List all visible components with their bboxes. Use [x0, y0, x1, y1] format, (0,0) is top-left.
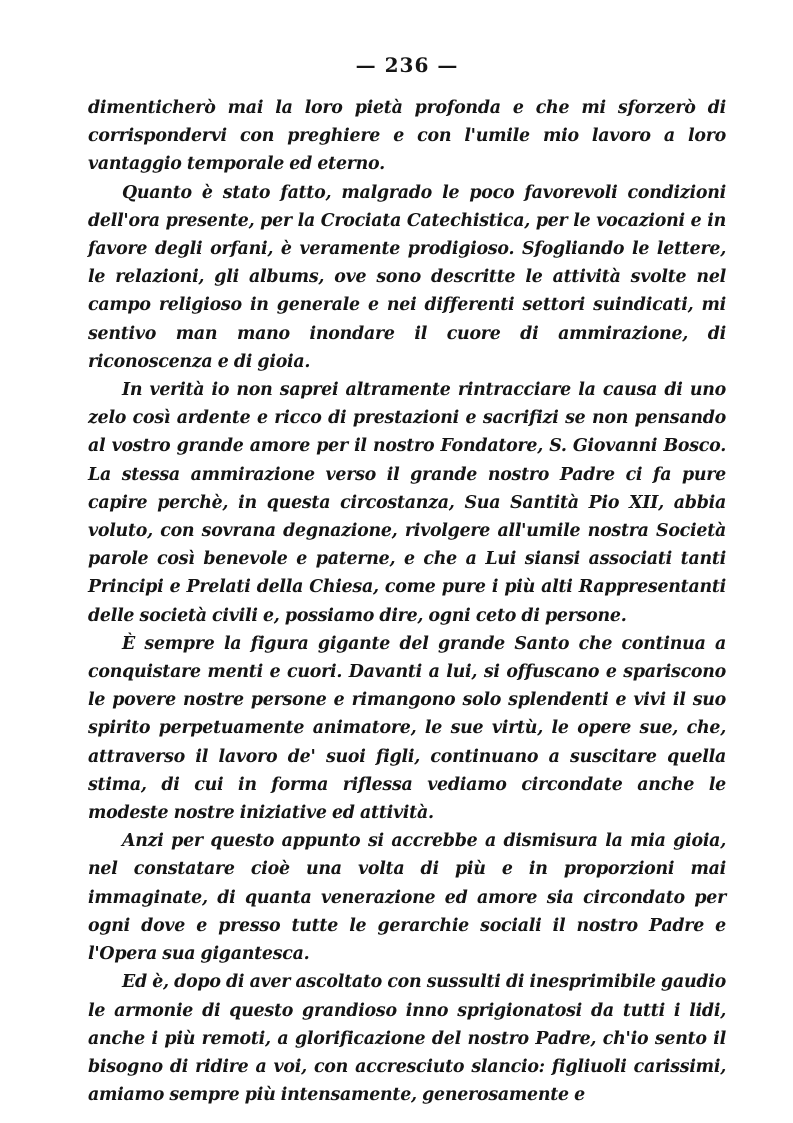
- paragraph-continuation: dimenticherò mai la loro pietà profonda e che mi sforzerò di corrispondervi con preghiere e con l'umile mio lavoro a loro vantaggio temporale ed eterno.: [88, 98, 726, 175]
- page-number: — 236 —: [355, 53, 459, 77]
- body-text: [88, 94, 726, 1109]
- paragraph: Ed è, dopo di aver ascoltato con sussulti di inesprimibile gaudio le armonie di questo grandioso inno sprigionatosi da tutti i lidi, anche i più remoti, a glorificazione del nostro Padre, ch'io sento il bisogno di ridire a voi, con accresciuto slancio: figliuoli carissimi, amiamo sempre più intensamente, generosamente e: [88, 972, 726, 1106]
- paragraph: È sempre la figura gigante del grande Santo che continua a conquistare menti e cuori. Davanti a lui, si offuscano e spariscono le povere nostre persone e rimangono solo splendenti e vivi il suo spirito perpetuamente animatore, le sue virtù, le opere sue, che, attraverso il lavoro de' suoi figli, continuano a suscitare quella stima, di cui in forma riflessa vediamo circondate anche le modeste nostre iniziative ed attività.: [88, 633, 726, 824]
- paragraph: Quanto è stato fatto, malgrado le poco favorevoli condizioni dell'ora presente, per la Crociata Catechistica, per le vocazioni e in favore degli orfani, è veramente prodigioso. Sfogliando le lettere, le relazioni, gli albums, ove sono descritte le attività svolte nel campo religioso in generale e nei differenti settori suindicati, mi sentivo man mano inondare il cuore di ammirazione, di riconoscenza e di gioia.: [88, 182, 726, 372]
- book-page: [88, 50, 726, 1109]
- paragraph: Anzi per questo appunto si accrebbe a dismisura la mia gioia, nel constatare cioè una volta di più e in proporzioni mai immaginate, di quanta venerazione ed amore sia circondato per ogni dove e presso tutte le gerarchie sociali il nostro Padre e l'Opera sua gigantesca.: [88, 831, 726, 965]
- paragraph: In verità io non saprei altramente rintracciare la causa di uno zelo così ardente e ricco di prestazioni e sacrifizi se non pensando al vostro grande amore per il nostro Fondatore, S. Giovanni Bosco. La stessa ammirazione verso il grande nostro Padre ci fa pure capire perchè, in questa circostanza, Sua Santità Pio XII, abbia voluto, con sovrana degnazione, rivolgere all'umile nostra Società parole così benevole e paterne, e che a Lui siansi associati tanti Principi e Prelati della Chiesa, come pure i più alti Rappresentanti delle società civili e, possiamo dire, ogni ceto di persone.: [88, 380, 726, 626]
